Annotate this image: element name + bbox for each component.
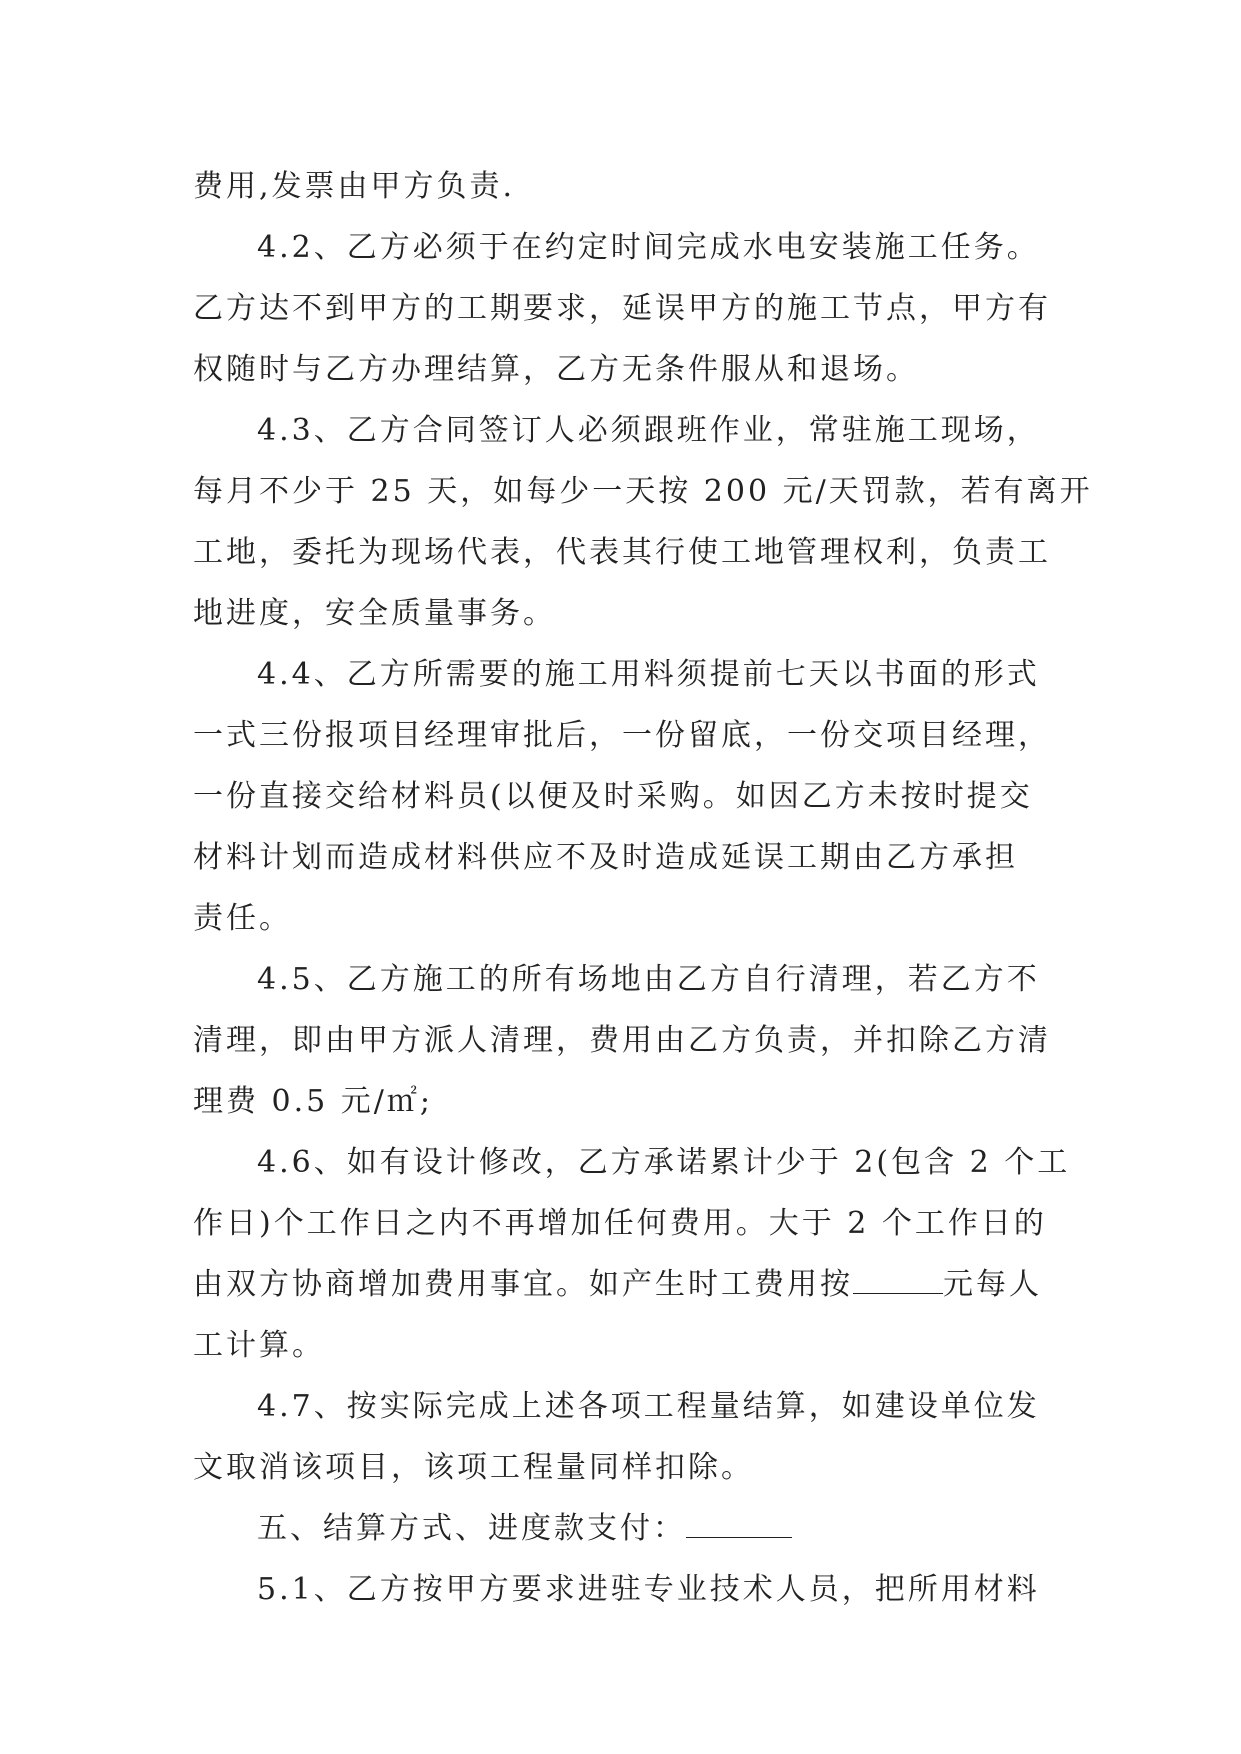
clause-4-6-line-4: 工计算。 — [193, 1328, 325, 1363]
clause-4-7-line-2: 文取消该项目，该项工程量同样扣除。 — [193, 1450, 754, 1485]
clause-4-2-line-1: 4.2、乙方必须于在约定时间完成水电安装施工任务。 — [257, 230, 1040, 265]
rate-blank-field — [853, 1263, 943, 1294]
clause-4-6-line-3-text: 由双方协商增加费用事宜。如产生时工费用按 — [193, 1267, 853, 1302]
clause-4-6-line-1: 4.6、如有设计修改，乙方承诺累计少于 2(包含 2 个工 — [257, 1145, 1071, 1180]
clause-4-3-line-1: 4.3、乙方合同签订人必须跟班作业，常驻施工现场， — [257, 413, 1040, 448]
clause-4-3-line-4: 地进度，安全质量事务。 — [193, 596, 556, 631]
clause-4-4-line-5: 责任。 — [193, 901, 292, 936]
clause-4-6-line-2: 作日)个工作日之内不再增加任何费用。大于 2 个工作日的 — [193, 1206, 1047, 1241]
section-5-heading-text: 五、结算方式、进度款支付： — [257, 1511, 686, 1546]
clause-4-5-line-2: 清理，即由甲方派人清理，费用由乙方负责，并扣除乙方清 — [193, 1023, 1051, 1058]
document-body — [193, 156, 1093, 1620]
clause-4-5-line-3: 理费 0.5 元/㎡; — [193, 1084, 433, 1119]
clause-4-2-line-2: 乙方达不到甲方的工期要求，延误甲方的施工节点，甲方有 — [193, 291, 1051, 326]
clause-4-2-line-3: 权随时与乙方办理结算，乙方无条件服从和退场。 — [193, 352, 919, 387]
clause-4-4-line-3: 一份直接交给材料员(以便及时采购。如因乙方未按时提交 — [193, 779, 1033, 814]
clause-4-7-line-1: 4.7、按实际完成上述各项工程量结算，如建设单位发 — [257, 1389, 1040, 1424]
clause-4-6-line-3-suffix: 元每人 — [943, 1267, 1042, 1302]
payment-blank-field — [686, 1507, 792, 1538]
clause-4-4-line-4: 材料计划而造成材料供应不及时造成延误工期由乙方承担 — [193, 840, 1018, 875]
section-5-heading — [193, 1498, 1067, 1559]
clause-4-4-line-2: 一式三份报项目经理审批后，一份留底，一份交项目经理， — [193, 718, 1051, 753]
clause-4-3-line-3: 工地，委托为现场代表，代表其行使工地管理权利，负责工 — [193, 535, 1051, 570]
clause-4-6-line-3 — [193, 1254, 1067, 1315]
clause-4-5-line-1: 4.5、乙方施工的所有场地由乙方自行清理，若乙方不 — [257, 962, 1040, 997]
clause-5-1-line-1: 5.1、乙方按甲方要求进驻专业技术人员，把所用材料 — [257, 1572, 1040, 1607]
paragraph-line: 费用,发票由甲方负责. — [193, 169, 516, 204]
clause-4-4-line-1: 4.4、乙方所需要的施工用料须提前七天以书面的形式 — [257, 657, 1040, 692]
clause-4-3-line-2: 每月不少于 25 天，如每少一天按 200 元/天罚款，若有离开 — [193, 474, 1093, 509]
